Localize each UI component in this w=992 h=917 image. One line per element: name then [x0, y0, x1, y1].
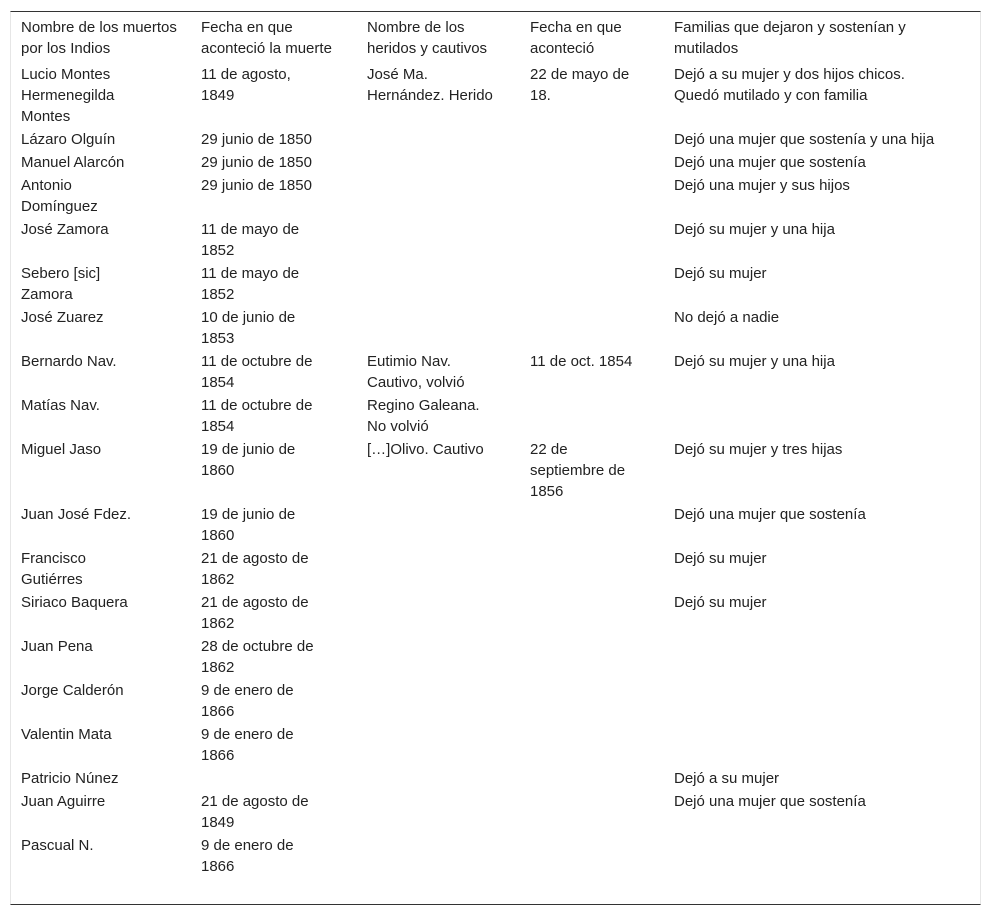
cell-wounded-captive	[357, 152, 520, 175]
cell-family: Dejó una mujer que sostenía	[674, 506, 866, 523]
cell-event-date	[520, 175, 664, 219]
table-row	[11, 548, 980, 592]
table-row	[11, 592, 980, 636]
cell-wounded-captive: Regino Galeana. No volvió	[367, 397, 480, 435]
cell-family: No dejó a nadie	[674, 309, 780, 326]
header-row	[11, 12, 980, 64]
table-body	[11, 64, 980, 879]
cell-family	[664, 636, 980, 680]
casualties-table	[11, 12, 980, 879]
cell-family: Dejó una mujer que sostenía	[674, 793, 866, 810]
table-row	[11, 152, 980, 175]
cell-family	[664, 680, 980, 724]
cell-family: Dejó su mujer	[674, 550, 767, 567]
cell-death-date: 21 de agosto de 1862	[201, 594, 309, 632]
cell-event-date	[520, 835, 664, 879]
table-row	[11, 351, 980, 395]
cell-dead-name: Valentin Mata	[21, 726, 112, 743]
cell-family	[664, 395, 980, 439]
cell-death-date: 11 de octubre de 1854	[201, 353, 313, 391]
cell-event-date: 22 de septiembre de 1856	[530, 441, 626, 500]
cell-wounded-captive	[357, 548, 520, 592]
table-row	[11, 64, 980, 129]
table-row	[11, 129, 980, 152]
cell-event-date	[520, 395, 664, 439]
header-wounded-captives: Nombre de los heridos y cautivos	[367, 19, 488, 57]
cell-wounded-captive	[357, 129, 520, 152]
cell-event-date	[520, 724, 664, 768]
table-row	[11, 395, 980, 439]
cell-death-date: 29 junio de 1850	[201, 154, 312, 171]
cell-wounded-captive	[357, 636, 520, 680]
table-row	[11, 307, 980, 351]
cell-family: Dejó una mujer que sostenía	[674, 154, 866, 171]
cell-dead-name: Patricio Núnez	[21, 770, 119, 787]
cell-event-date	[520, 152, 664, 175]
cell-event-date	[520, 307, 664, 351]
cell-death-date: 11 de octubre de 1854	[201, 397, 313, 435]
cell-death-date: 11 de mayo de 1852	[201, 265, 300, 303]
table-row	[11, 175, 980, 219]
cell-dead-name: Manuel Alarcón	[21, 154, 125, 171]
cell-event-date	[520, 548, 664, 592]
cell-death-date: 19 de junio de 1860	[201, 441, 296, 479]
cell-death-date: 9 de enero de 1866	[201, 837, 294, 875]
table-row	[11, 835, 980, 879]
cell-event-date	[520, 219, 664, 263]
cell-wounded-captive	[357, 263, 520, 307]
table-row	[11, 263, 980, 307]
table-row	[11, 439, 980, 504]
cell-dead-name: Lázaro Olguín	[21, 131, 116, 148]
cell-death-date: 11 de mayo de 1852	[201, 221, 300, 259]
cell-dead-name: Francisco Gutiérres	[21, 550, 87, 588]
cell-dead-name: Matías Nav.	[21, 397, 100, 414]
cell-dead-name: José Zuarez	[21, 309, 104, 326]
cell-death-date: 19 de junio de 1860	[201, 506, 296, 544]
cell-family	[664, 724, 980, 768]
table-row	[11, 219, 980, 263]
cell-wounded-captive	[357, 724, 520, 768]
cell-family: Dejó una mujer y sus hijos	[674, 177, 850, 194]
cell-dead-name: Lucio Montes Hermenegilda Montes	[21, 66, 115, 125]
cell-death-date: 9 de enero de 1866	[201, 682, 294, 720]
cell-family: Dejó su mujer	[674, 265, 767, 282]
cell-wounded-captive	[357, 835, 520, 879]
cell-death-date: 29 junio de 1850	[201, 177, 312, 194]
cell-wounded-captive	[357, 219, 520, 263]
cell-dead-name: Juan Pena	[21, 638, 93, 655]
cell-death-date	[191, 768, 357, 791]
cell-family: Dejó su mujer y tres hijas	[674, 441, 843, 458]
cell-event-date	[520, 680, 664, 724]
cell-event-date	[520, 768, 664, 791]
cell-event-date	[520, 129, 664, 152]
cell-dead-name: Jorge Calderón	[21, 682, 124, 699]
cell-dead-name: Juan Aguirre	[21, 793, 106, 810]
table-row	[11, 724, 980, 768]
cell-wounded-captive	[357, 307, 520, 351]
cell-dead-name: José Zamora	[21, 221, 109, 238]
cell-wounded-captive	[357, 175, 520, 219]
cell-family: Dejó su mujer y una hija	[674, 353, 835, 370]
cell-wounded-captive	[357, 768, 520, 791]
cell-dead-name: Pascual N.	[21, 837, 94, 854]
cell-family: Dejó su mujer	[674, 594, 767, 611]
data-table-container	[10, 11, 981, 905]
cell-death-date: 9 de enero de 1866	[201, 726, 294, 764]
cell-event-date	[520, 791, 664, 835]
cell-wounded-captive	[357, 791, 520, 835]
cell-event-date	[520, 504, 664, 548]
table-row	[11, 504, 980, 548]
header-event-date: Fecha en que aconteció	[530, 19, 622, 57]
cell-event-date	[520, 592, 664, 636]
header-families: Familias que dejaron y sostenían y mutilados	[674, 19, 906, 57]
header-death-date: Fecha en que aconteció la muerte	[201, 19, 332, 57]
cell-dead-name: Miguel Jaso	[21, 441, 102, 458]
cell-event-date	[520, 636, 664, 680]
cell-dead-name: Sebero [sic] Zamora	[21, 265, 101, 303]
cell-family	[664, 835, 980, 879]
cell-wounded-captive	[357, 504, 520, 548]
cell-family: Dejó una mujer que sostenía y una hija	[674, 131, 935, 148]
table-row	[11, 636, 980, 680]
cell-death-date: 11 de agosto, 1849	[201, 66, 291, 104]
cell-death-date: 21 de agosto de 1849	[201, 793, 309, 831]
cell-family: Dejó su mujer y una hija	[674, 221, 835, 238]
cell-death-date: 28 de octubre de 1862	[201, 638, 314, 676]
cell-wounded-captive: Eutimio Nav. Cautivo, volvió	[367, 353, 465, 391]
cell-dead-name: Bernardo Nav.	[21, 353, 117, 370]
cell-dead-name: Juan José Fdez.	[21, 506, 132, 523]
cell-wounded-captive	[357, 592, 520, 636]
cell-dead-name: Antonio Domínguez	[21, 177, 98, 215]
cell-family: Dejó a su mujer y dos hijos chicos. Quedó mutilado y con familia	[674, 66, 905, 104]
cell-wounded-captive	[357, 680, 520, 724]
cell-dead-name: Siriaco Baquera	[21, 594, 128, 611]
cell-wounded-captive: José Ma. Hernández. Herido	[367, 66, 493, 104]
table-row	[11, 768, 980, 791]
cell-wounded-captive: […]Olivo. Cautivo	[367, 441, 484, 458]
table-header	[11, 12, 980, 64]
cell-death-date: 10 de junio de 1853	[201, 309, 296, 347]
cell-event-date	[520, 263, 664, 307]
cell-death-date: 21 de agosto de 1862	[201, 550, 309, 588]
cell-family: Dejó a su mujer	[674, 770, 780, 787]
table-row	[11, 680, 980, 724]
cell-death-date: 29 junio de 1850	[201, 131, 312, 148]
table-row	[11, 791, 980, 835]
cell-event-date: 11 de oct. 1854	[530, 353, 633, 370]
cell-event-date: 22 de mayo de 18.	[530, 66, 630, 104]
header-dead-names: Nombre de los muertos por los Indios	[21, 19, 177, 57]
